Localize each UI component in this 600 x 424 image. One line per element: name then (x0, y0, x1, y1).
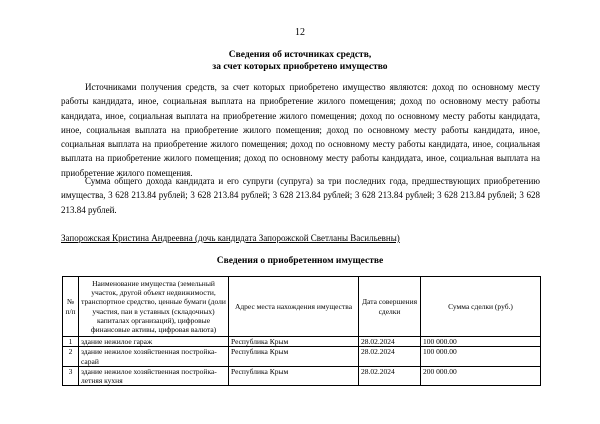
sources-heading-line1: Сведения об источниках средств, (228, 50, 372, 60)
header-property-name: Наименование имущества (земельный участок, другой объект недвижимости, транспортное средство, ценные бумаги (доли участия, паи в уставных (складочных) капиталах организаций), цифровые финансовые активы, цифровая валюта) (79, 277, 229, 337)
table-title: Сведения о приобретенном имуществе (216, 256, 384, 266)
sources-paragraph-text: Источниками получения средств, за счет которых приобретено имущество являются: доход по основному месту работы кандидата, иное, социальная выплата на приобретение жилого помещения; доход по основному месту работы кандидата, иное, социальная выплата на приобретение жилого помещения; доход по основному месту работы кандидата, иное, социальная выплата на приобретение жилого помещения; доход по основному месту работы кандидата, иное, социальная выплата на приобретение жилого помещения; доход по основному месту работы кандидата, иное, социальная выплата на приобретение жилого помещения; доход по основному месту работы кандидата, иное, социальная выплата на приобретение жилого помещения. (61, 82, 540, 178)
row-deal-amount: 100 000.00 (421, 347, 541, 366)
row-address: Республика Крым (229, 337, 359, 347)
page-number: 12 (295, 27, 305, 38)
sources-paragraph (61, 80, 540, 180)
table-row (63, 347, 541, 366)
header-deal-amount: Сумма сделки (руб.) (421, 277, 541, 337)
row-deal-date: 28.02.2024 (359, 347, 421, 366)
table-header-row (63, 277, 541, 337)
income-paragraph (61, 174, 540, 217)
header-address: Адрес места нахождения имущества (229, 277, 359, 337)
table-row (63, 337, 541, 347)
income-paragraph-text: Сумма общего дохода кандидата и его супруги (супруга) за три последних года, предшествующих приобретению имущества, 3 628 213.84 рублей; 3 628 213.84 рублей; 3 628 213.84 рублей; 3 628 213.84 рублей; 3 628 213.84 рублей; 3 628 213.84 рублей. (61, 176, 540, 215)
row-deal-date: 28.02.2024 (359, 366, 421, 385)
header-deal-date: Дата совершения сделки (359, 277, 421, 337)
row-number: 2 (63, 347, 79, 366)
row-deal-amount: 100 000.00 (421, 337, 541, 347)
table-row (63, 366, 541, 385)
person-line: Запорожская Кристина Андреевна (дочь кандидата Запорожской Светланы Васильевны) (61, 233, 400, 243)
sources-heading-line2: за счет которых приобретено имущество (212, 62, 388, 72)
row-property-name: здание нежилое хозяйственная постройка-летняя кухня (79, 366, 229, 385)
acquired-property-table (62, 276, 541, 386)
row-property-name: здание нежилое гараж (79, 337, 229, 347)
row-number: 1 (63, 337, 79, 347)
header-number: № п/п (63, 277, 79, 337)
row-address: Республика Крым (229, 347, 359, 366)
row-number: 3 (63, 366, 79, 385)
row-address: Республика Крым (229, 366, 359, 385)
row-property-name: здание нежилое хозяйственная постройка-сарай (79, 347, 229, 366)
row-deal-amount: 200 000.00 (421, 366, 541, 385)
row-deal-date: 28.02.2024 (359, 337, 421, 347)
